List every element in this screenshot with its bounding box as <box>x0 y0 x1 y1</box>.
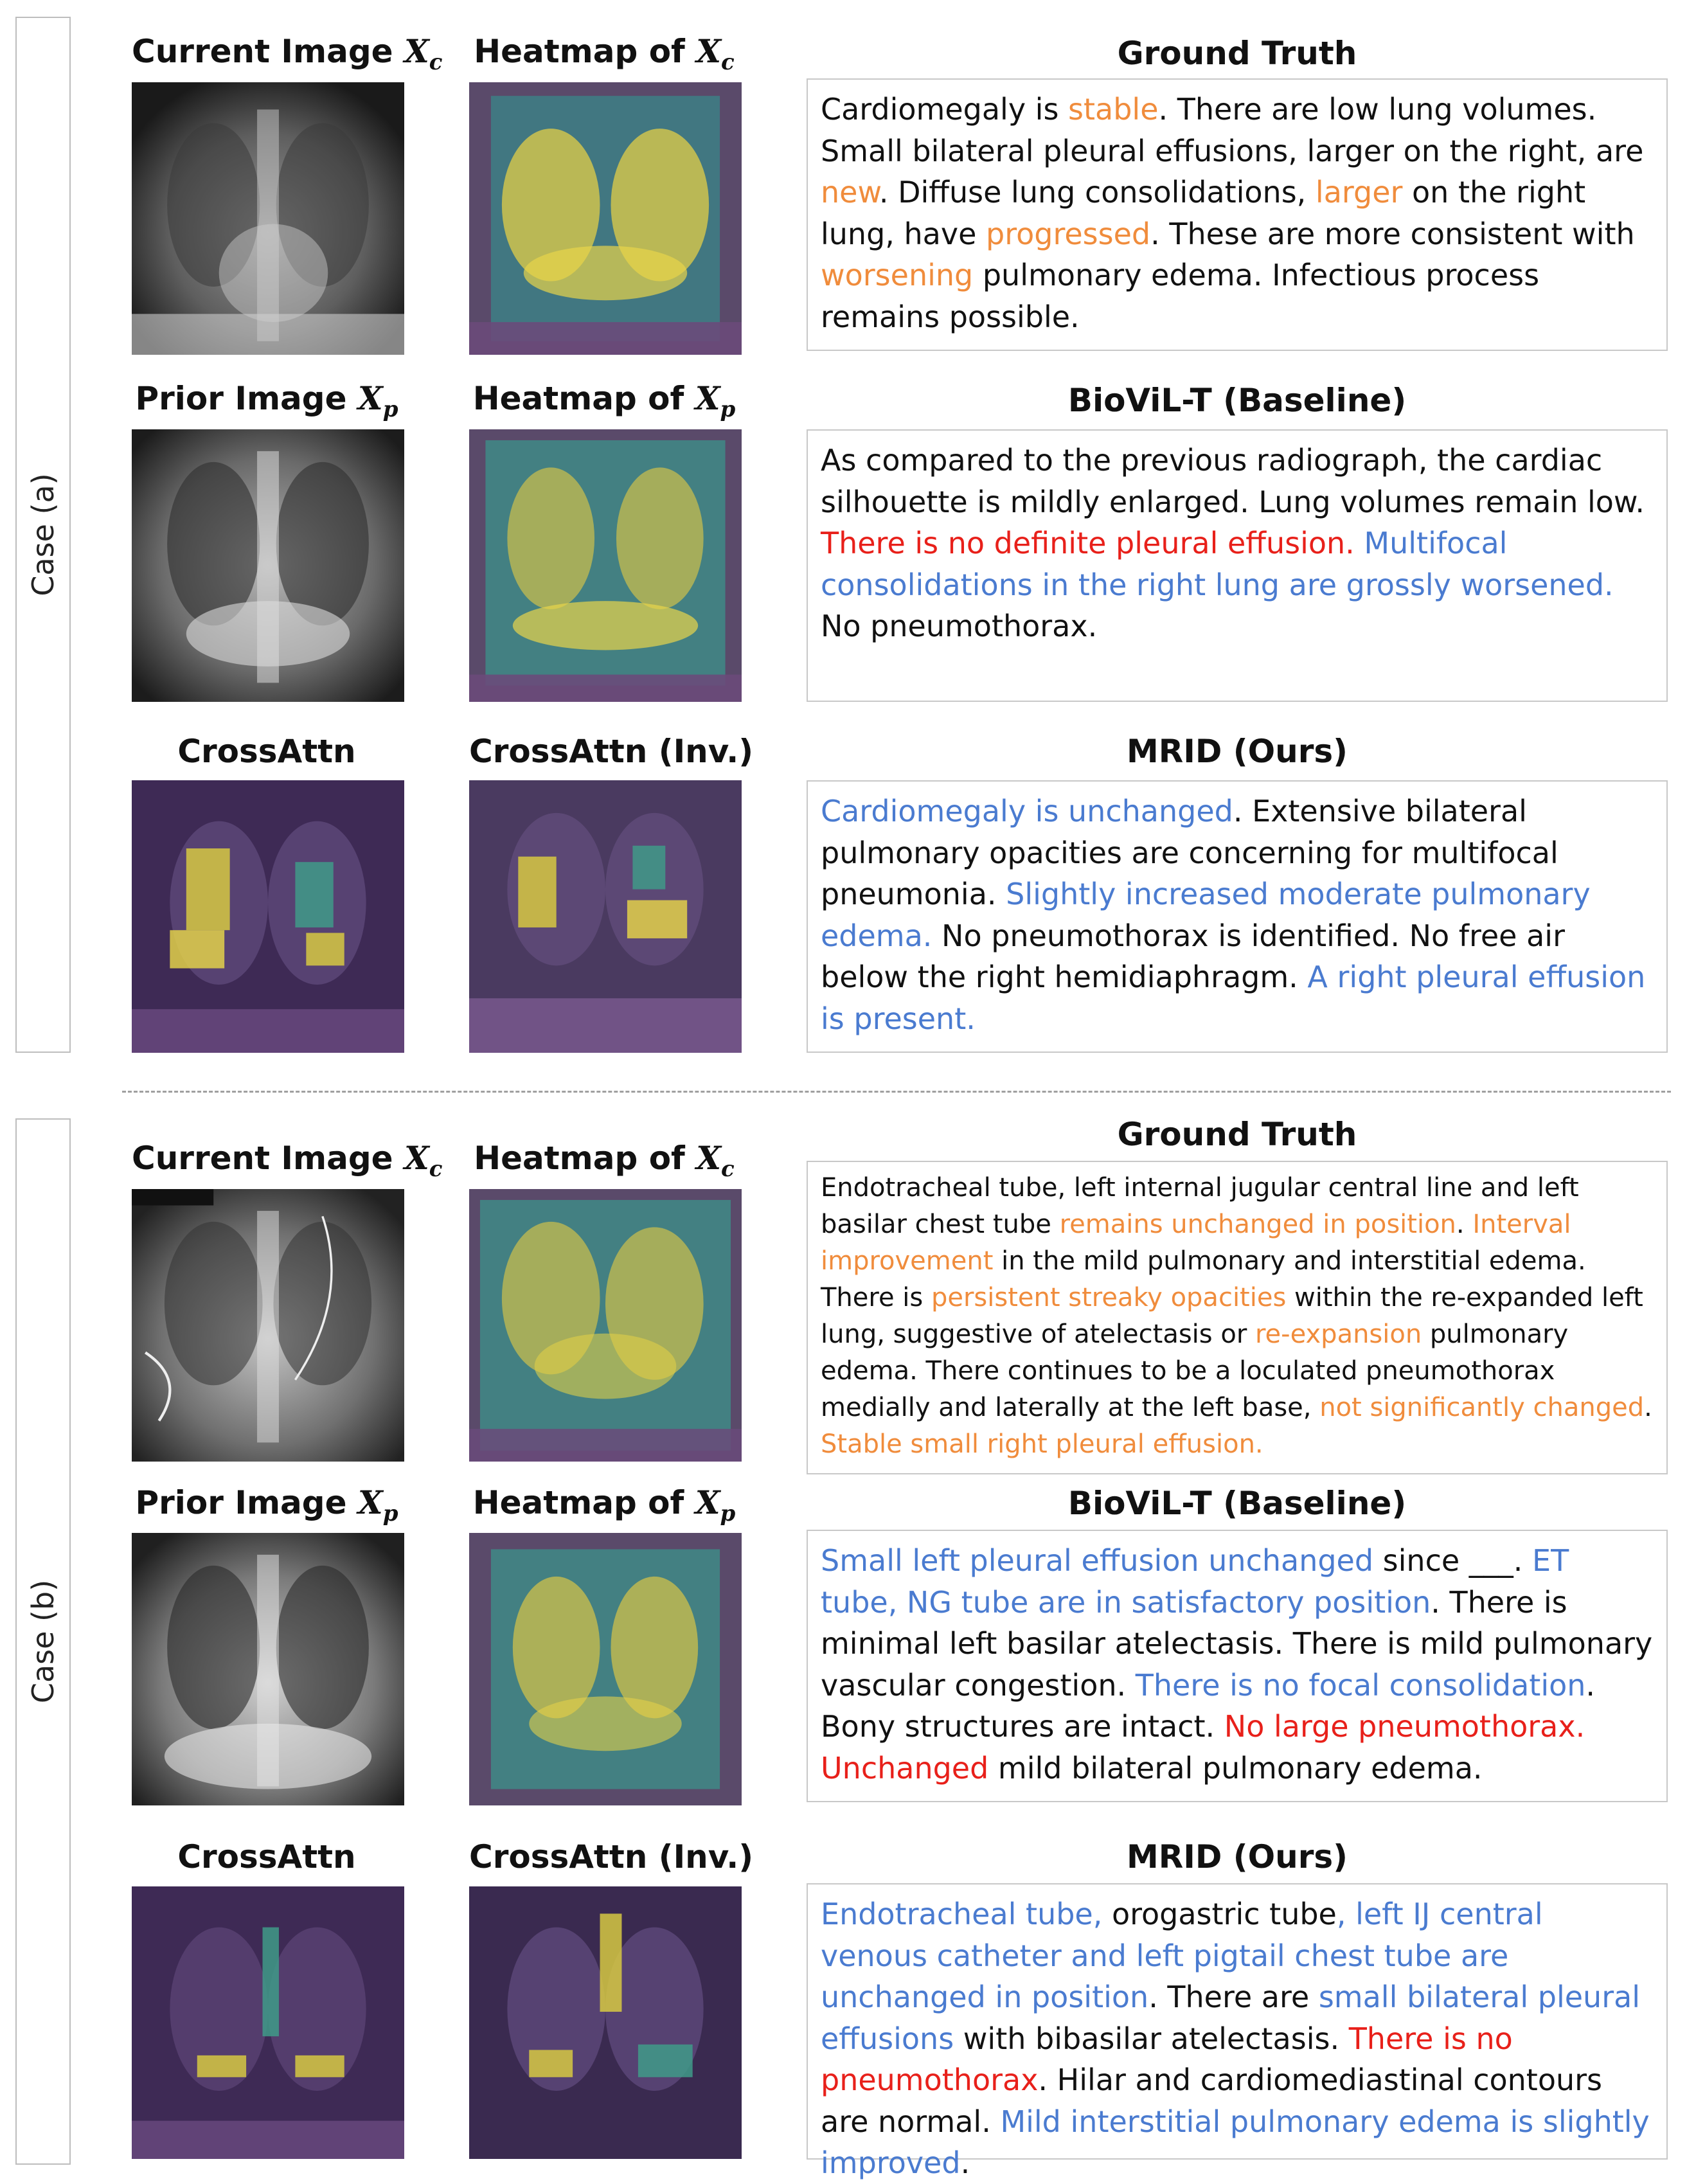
report-segment-orange: re-expansion <box>1254 1320 1422 1349</box>
report-ours-b <box>807 1883 1668 2180</box>
report-segment-black: orogastric tube <box>1102 1897 1337 1931</box>
title-current-image-a: Current Image $X_c$ <box>132 32 443 75</box>
xray-prior-image-b <box>132 1533 404 1805</box>
case-b-frame <box>15 1118 71 2165</box>
report-segment-black: . Extensive bilateral pulmonary opacities are concerning for multifocal pneumonia. <box>821 794 1558 911</box>
report-segment-black: . Diffuse lung consolidations, <box>879 175 1316 210</box>
case-a-label: Case (a) <box>26 473 60 596</box>
report-segment-black: pulmonary edema. Infectious process remains possible. <box>821 258 1540 334</box>
report-segment-black: No pneumothorax. <box>821 609 1098 643</box>
case-b-label: Case (b) <box>26 1579 60 1704</box>
report-title-ground-truth-b: Ground Truth <box>1117 1116 1357 1153</box>
crossattn-map-b <box>132 1886 404 2159</box>
report-segment-red: No large pneumothorax. <box>1224 1709 1585 1744</box>
report-segment-black: Cardiomegaly is <box>821 92 1069 127</box>
report-segment-black: . There are low lung volumes. Small bilateral pleural effusions, larger on the right, are <box>821 92 1644 168</box>
crossattn-map-a <box>132 780 404 1053</box>
report-segment-black: on the right lung, have <box>821 175 1586 251</box>
xray-current-image-a <box>132 82 404 355</box>
report-baseline-a <box>807 429 1668 702</box>
report-segment-black: mild bilateral pulmonary edema. <box>988 1750 1483 1786</box>
report-segment-black: pulmonary edema. There continues to be a loculated pneumothorax medially and laterally at the left base, <box>821 1320 1569 1422</box>
crossattn-inv-map-b <box>469 1886 742 2159</box>
report-segment-blue: Cardiomegaly is unchanged <box>821 794 1233 828</box>
report-segment-black: . There is minimal left basilar atelectasis. There is mild pulmonary vascular congestion. <box>821 1584 1653 1703</box>
report-ground-truth-a <box>807 78 1668 351</box>
report-segment-black: with bibasilar atelectasis. <box>954 2021 1349 2056</box>
xray-prior-image-a <box>132 429 404 702</box>
report-segment-orange: persistent streaky opacities <box>931 1283 1287 1312</box>
report-segment-black: in the mild pulmonary and interstitial edema. There is <box>821 1246 1586 1312</box>
report-segment-blue: small bilateral pleural effusions <box>821 1980 1641 2056</box>
report-segment-blue: Endotracheal tube, <box>821 1897 1103 1931</box>
report-segment-orange: not significantly changed <box>1319 1393 1645 1422</box>
title-crossattn-inv-b: CrossAttn (Inv.) <box>469 1838 754 1875</box>
report-segment-black: . Hilar and cardiomediastinal contours are normal. <box>821 2063 1603 2139</box>
report-segment-black: No pneumothorax is identified. No free air below the right hemidiaphragm. <box>821 918 1565 994</box>
report-segment-red: Unchanged <box>821 1750 989 1786</box>
report-title-baseline-b: BioViL-T (Baseline) <box>1067 1485 1407 1522</box>
title-current-image-b: Current Image $X_c$ <box>132 1139 443 1182</box>
crossattn-inv-map-a <box>469 780 742 1053</box>
heatmap-current-image-a <box>469 82 742 355</box>
case-a-frame <box>15 17 71 1053</box>
report-segment-black: As compared to the previous radiograph, the cardiac silhouette is mildly enlarged. Lung volumes remain low. <box>821 443 1645 519</box>
report-segment-orange: stable <box>1068 92 1159 127</box>
heatmap-current-image-b <box>469 1189 742 1462</box>
report-segment-blue: Multifocal consolidations in the right lung are grossly worsened. <box>821 526 1614 602</box>
report-baseline-b <box>807 1530 1668 1802</box>
report-segment-black: . <box>1456 1210 1473 1239</box>
title-prior-image-a: Prior Image $X_p$ <box>135 379 398 422</box>
report-segment-blue: A right pleural effusion is present. <box>821 960 1646 1036</box>
report-segment-black: . These are more consistent with <box>1150 216 1635 251</box>
heatmap-prior-image-a <box>469 429 742 702</box>
report-segment-black: . <box>960 2145 970 2180</box>
report-segment-blue: Small left pleural effusion unchanged <box>821 1543 1374 1578</box>
report-title-baseline-a: BioViL-T (Baseline) <box>1067 382 1407 419</box>
title-heatmap-prior-b: Heatmap of $X_p$ <box>472 1483 736 1526</box>
report-title-ours-b: MRID (Ours) <box>1127 1838 1348 1875</box>
report-segment-red: There is no definite pleural effusion. <box>821 526 1355 560</box>
title-heatmap-current-b: Heatmap of $X_c$ <box>474 1139 735 1182</box>
report-segment-red: There is no pneumothorax <box>821 2021 1513 2097</box>
report-segment-black: . There are <box>1148 1980 1319 2014</box>
heatmap-prior-image-b <box>469 1533 742 1805</box>
report-segment-blue: , left IJ central venous catheter and left pigtail chest tube are unchanged in position <box>821 1897 1543 2014</box>
title-crossattn-a: CrossAttn <box>177 733 356 770</box>
report-segment-blue: ET tube, NG tube are in satisfactory position <box>821 1543 1569 1620</box>
report-segment-orange: worsening <box>821 258 974 292</box>
report-segment-black <box>1355 526 1364 560</box>
report-segment-black: within the re-expanded left lung, suggestive of atelectasis or <box>821 1283 1643 1349</box>
report-title-ground-truth-a: Ground Truth <box>1117 35 1357 72</box>
xray-current-image-b <box>132 1189 404 1462</box>
report-segment-orange: remains unchanged in position <box>1059 1210 1456 1239</box>
report-ours-a <box>807 780 1668 1053</box>
case-divider <box>122 1091 1671 1093</box>
report-segment-orange: progressed <box>986 216 1151 251</box>
report-ground-truth-b <box>807 1161 1668 1474</box>
title-heatmap-current-a: Heatmap of $X_c$ <box>474 32 735 75</box>
report-segment-black: . <box>1644 1393 1652 1422</box>
title-prior-image-b: Prior Image $X_p$ <box>135 1483 398 1526</box>
report-segment-orange: Stable small right pleural effusion. <box>821 1429 1263 1459</box>
report-segment-black: Endotracheal tube, left internal jugular central line and left basilar chest tube <box>821 1173 1579 1239</box>
report-segment-orange: Interval improvement <box>821 1210 1571 1276</box>
report-segment-blue: Mild interstitial pulmonary edema is slightly improved <box>821 2104 1650 2180</box>
title-crossattn-inv-a: CrossAttn (Inv.) <box>469 733 754 770</box>
report-segment-black: . Bony structures are intact. <box>821 1667 1596 1744</box>
report-title-ours-a: MRID (Ours) <box>1127 733 1348 770</box>
title-crossattn-b: CrossAttn <box>177 1838 356 1875</box>
report-segment-orange: larger <box>1315 175 1403 210</box>
report-segment-blue: There is no focal consolidation <box>1135 1667 1586 1703</box>
report-segment-orange: new <box>821 175 879 210</box>
report-segment-black: since ___. <box>1373 1543 1533 1578</box>
report-segment-blue: Slightly increased moderate pulmonary edema. <box>821 877 1591 953</box>
title-heatmap-prior-a: Heatmap of $X_p$ <box>472 379 736 422</box>
